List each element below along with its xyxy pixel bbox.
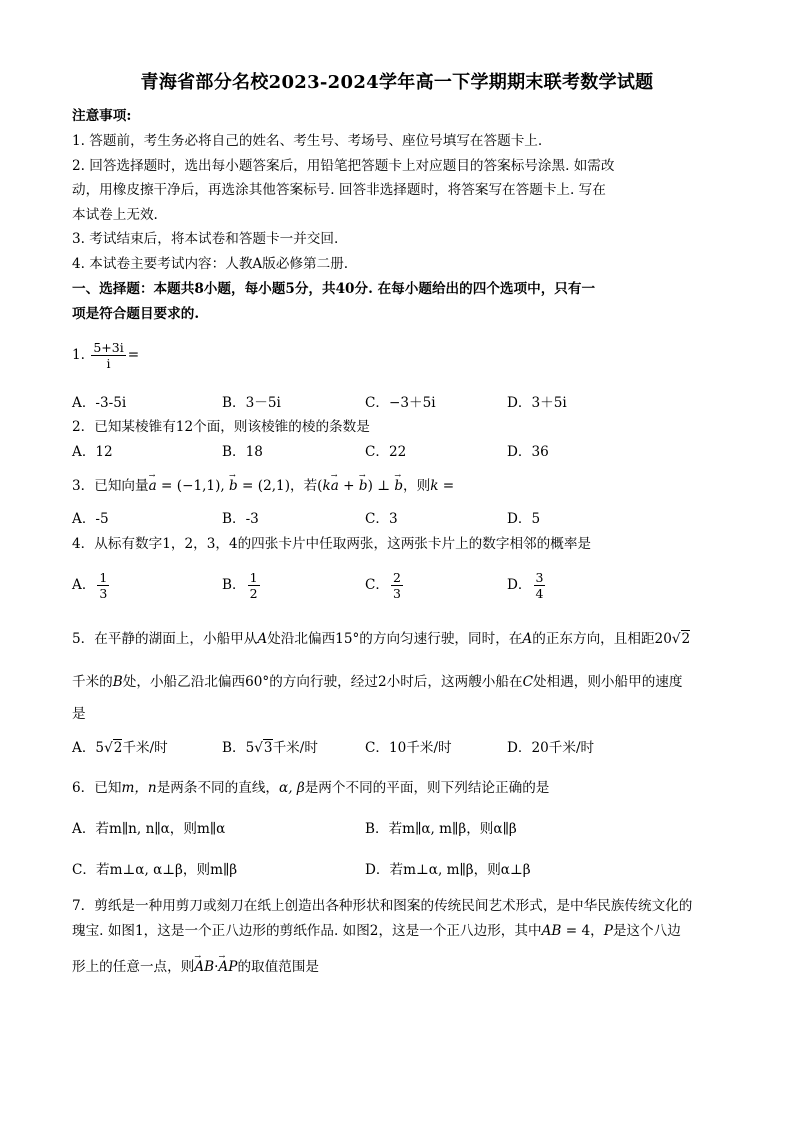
question-text: 处，小船乙沿北偏西60°的方向行驶，经过2小时后，这两艘小船在 — [122, 674, 523, 690]
sqrt-radicand: 3 — [263, 740, 273, 756]
fraction-numerator: 1 — [249, 570, 258, 585]
option-b: B．若m∥α, m∥β，则α∥β — [365, 821, 517, 837]
option-c: C．10千米/时 — [365, 740, 452, 756]
point-c: C — [522, 674, 533, 690]
vector-a: → a — [149, 477, 157, 495]
sqrt-symbol: √ — [671, 631, 681, 647]
notice-item: 3. 考试结束后，将本试卷和答题卡一并交回. — [72, 231, 339, 247]
option-b — [222, 739, 318, 757]
question-text: 的取值范围是 — [237, 959, 320, 975]
sqrt-radicand: 2 — [681, 631, 691, 647]
question-7: 7．剪纸是一种用剪刀或刻刀在纸上创造出各种形状和图案的传统民间艺术形式，是中华民族传统文化的 — [72, 898, 693, 914]
option-a: A．12 — [72, 444, 113, 460]
fraction-denominator: i — [106, 356, 111, 371]
question-text: 形上的任意一点，则 — [72, 959, 195, 975]
notice-item: 动，用橡皮擦干净后，再选涂其他答案标号. 回答非选择题时，将答案写在答题卡上. 写在 — [72, 182, 606, 198]
fraction-numerator: 5+3i — [93, 340, 124, 355]
point-p: P — [603, 923, 613, 939]
notice-item: 本试卷上无效. — [72, 207, 158, 223]
question-text: 是这个八边 — [612, 923, 681, 939]
vector-ab: → AB — [194, 958, 214, 976]
notice-item: 4. 本试卷主要考试内容：人教A版必修第二册. — [72, 256, 349, 272]
question-text: = (−1,1), — [156, 478, 230, 494]
option-d: D．36 — [507, 444, 549, 460]
point-b: B — [112, 674, 123, 690]
equals-sign: = — [127, 347, 140, 363]
vector-b: → b — [229, 477, 238, 495]
option-b: B．18 — [222, 444, 263, 460]
notice-item: 1. 答题前，考生务必将自己的姓名、考生号、考场号、座位号填写在答题卡上. — [72, 133, 543, 149]
unit: 千米/时 — [272, 740, 318, 756]
option-label: A． — [72, 577, 96, 593]
fraction — [91, 340, 125, 371]
notice-heading: 注意事项: — [72, 108, 132, 124]
question-4: 4．从标有数字1，2，3，4的四张卡片中任取两张，这两张卡片上的数字相邻的概率是 — [72, 536, 592, 552]
question-text: 处相遇，则小船甲的速度 — [532, 674, 683, 690]
page-title: 青海省部分名校2023-2024学年高一下学期期末联考数学试题 — [140, 72, 654, 93]
option-c: C．3 — [365, 511, 398, 527]
question-text: 是两条不同的直线， — [156, 780, 280, 796]
option-label: B．5 — [222, 740, 255, 756]
question-text: 是两个不同的平面，则下列结论正确的是 — [304, 780, 550, 796]
question-text: 处沿北偏西15°的方向匀速行驶，同时，在 — [267, 631, 523, 647]
option-d: D．若m⊥α, m∥β，则α⊥β — [365, 862, 531, 878]
fraction-denominator: 3 — [393, 586, 401, 601]
point-a: A — [257, 631, 268, 647]
option-d: D．3＋5i — [507, 395, 567, 411]
option-b: B．-3 — [222, 511, 259, 527]
question-7-cont — [72, 922, 681, 940]
question-2: 2．已知某棱锥有12个面，则该棱锥的棱的条数是 — [72, 419, 370, 435]
fraction-denominator: 3 — [99, 586, 108, 601]
question-5-cont — [72, 673, 683, 691]
dot-operator: · — [214, 959, 219, 975]
variables: α, β — [279, 780, 305, 796]
fraction-numerator: 3 — [535, 570, 544, 585]
fraction — [391, 570, 403, 601]
option-a: A．若m∥n, n∥α，则m∥α — [72, 821, 226, 837]
question-text: 6．已知 — [72, 780, 122, 796]
section-heading-cont: 项是符合题目要求的. — [72, 306, 200, 322]
vector-b: → b — [359, 477, 368, 495]
fraction-denominator: 4 — [535, 586, 544, 601]
question-text: 千米的 — [72, 674, 113, 690]
option-label: B． — [222, 577, 246, 593]
notice-item: 2. 回答选择题时，选出每小题答案后，用铅笔把答题卡上对应题目的答案标号涂黑. 如需改 — [72, 158, 615, 174]
option-label: C． — [365, 577, 389, 593]
option-a — [72, 568, 111, 602]
vector-a: → a — [331, 477, 339, 495]
question-text: 瑰宝. 如图1，这是一个正八边形的剪纸作品. 如图2，这是一个正八边形，其中 — [72, 923, 542, 939]
sqrt-symbol: √ — [254, 740, 263, 756]
option-a — [72, 739, 168, 757]
option-label: A．5 — [72, 740, 105, 756]
question-5 — [72, 630, 690, 648]
fraction — [534, 570, 546, 601]
vector-ap: → AP — [218, 958, 237, 976]
question-number: 1. — [72, 347, 85, 363]
question-text: = 4， — [561, 923, 604, 939]
sqrt-symbol: √ — [104, 740, 113, 756]
option-c — [365, 568, 405, 602]
question-5-cont: 是 — [72, 706, 86, 722]
option-b — [222, 568, 262, 602]
sqrt-radicand: 2 — [113, 740, 123, 756]
option-a: A．-5 — [72, 511, 109, 527]
section-heading: 一、选择题：本题共8小题，每小题5分，共40分. 在每小题给出的四个选项中，只有一 — [72, 281, 596, 297]
question-text: + — [338, 478, 359, 494]
fraction-denominator: 2 — [249, 586, 258, 601]
question-text: ) ⊥ — [367, 478, 395, 494]
variable-k: k — [430, 478, 439, 494]
point-a: A — [522, 631, 533, 647]
option-c: C．22 — [365, 444, 407, 460]
fraction-numerator: 1 — [99, 570, 108, 585]
question-text: = (2,1)，若( — [237, 478, 323, 494]
option-c: C．若m⊥α, α⊥β，则m∥β — [72, 862, 238, 878]
option-label: D． — [507, 577, 532, 593]
fraction — [248, 570, 260, 601]
option-d: D．20千米/时 — [507, 740, 595, 756]
option-d — [507, 568, 547, 602]
segment-ab: AB — [541, 923, 562, 939]
variable-k: k — [322, 478, 331, 494]
option-c: C．−3＋5i — [365, 395, 436, 411]
question-text: 5．在平静的湖面上，小船甲从 — [72, 631, 258, 647]
question-1 — [72, 338, 139, 372]
question-text: ，则 — [403, 478, 431, 494]
option-d: D．5 — [507, 511, 541, 527]
fraction-numerator: 2 — [393, 570, 401, 585]
unit: 千米/时 — [122, 740, 168, 756]
fraction — [97, 570, 109, 601]
question-3 — [72, 477, 454, 495]
vector-b: → b — [394, 477, 403, 495]
option-a: A．-3-5i — [72, 395, 127, 411]
question-text: 3．已知向量 — [72, 478, 149, 494]
option-b: B．3－5i — [222, 395, 281, 411]
question-text: 的正东方向，且相距20 — [532, 631, 672, 647]
question-text: = — [438, 478, 455, 494]
question-7-cont — [72, 958, 319, 976]
variables: m，n — [121, 780, 157, 796]
question-6 — [72, 779, 549, 797]
